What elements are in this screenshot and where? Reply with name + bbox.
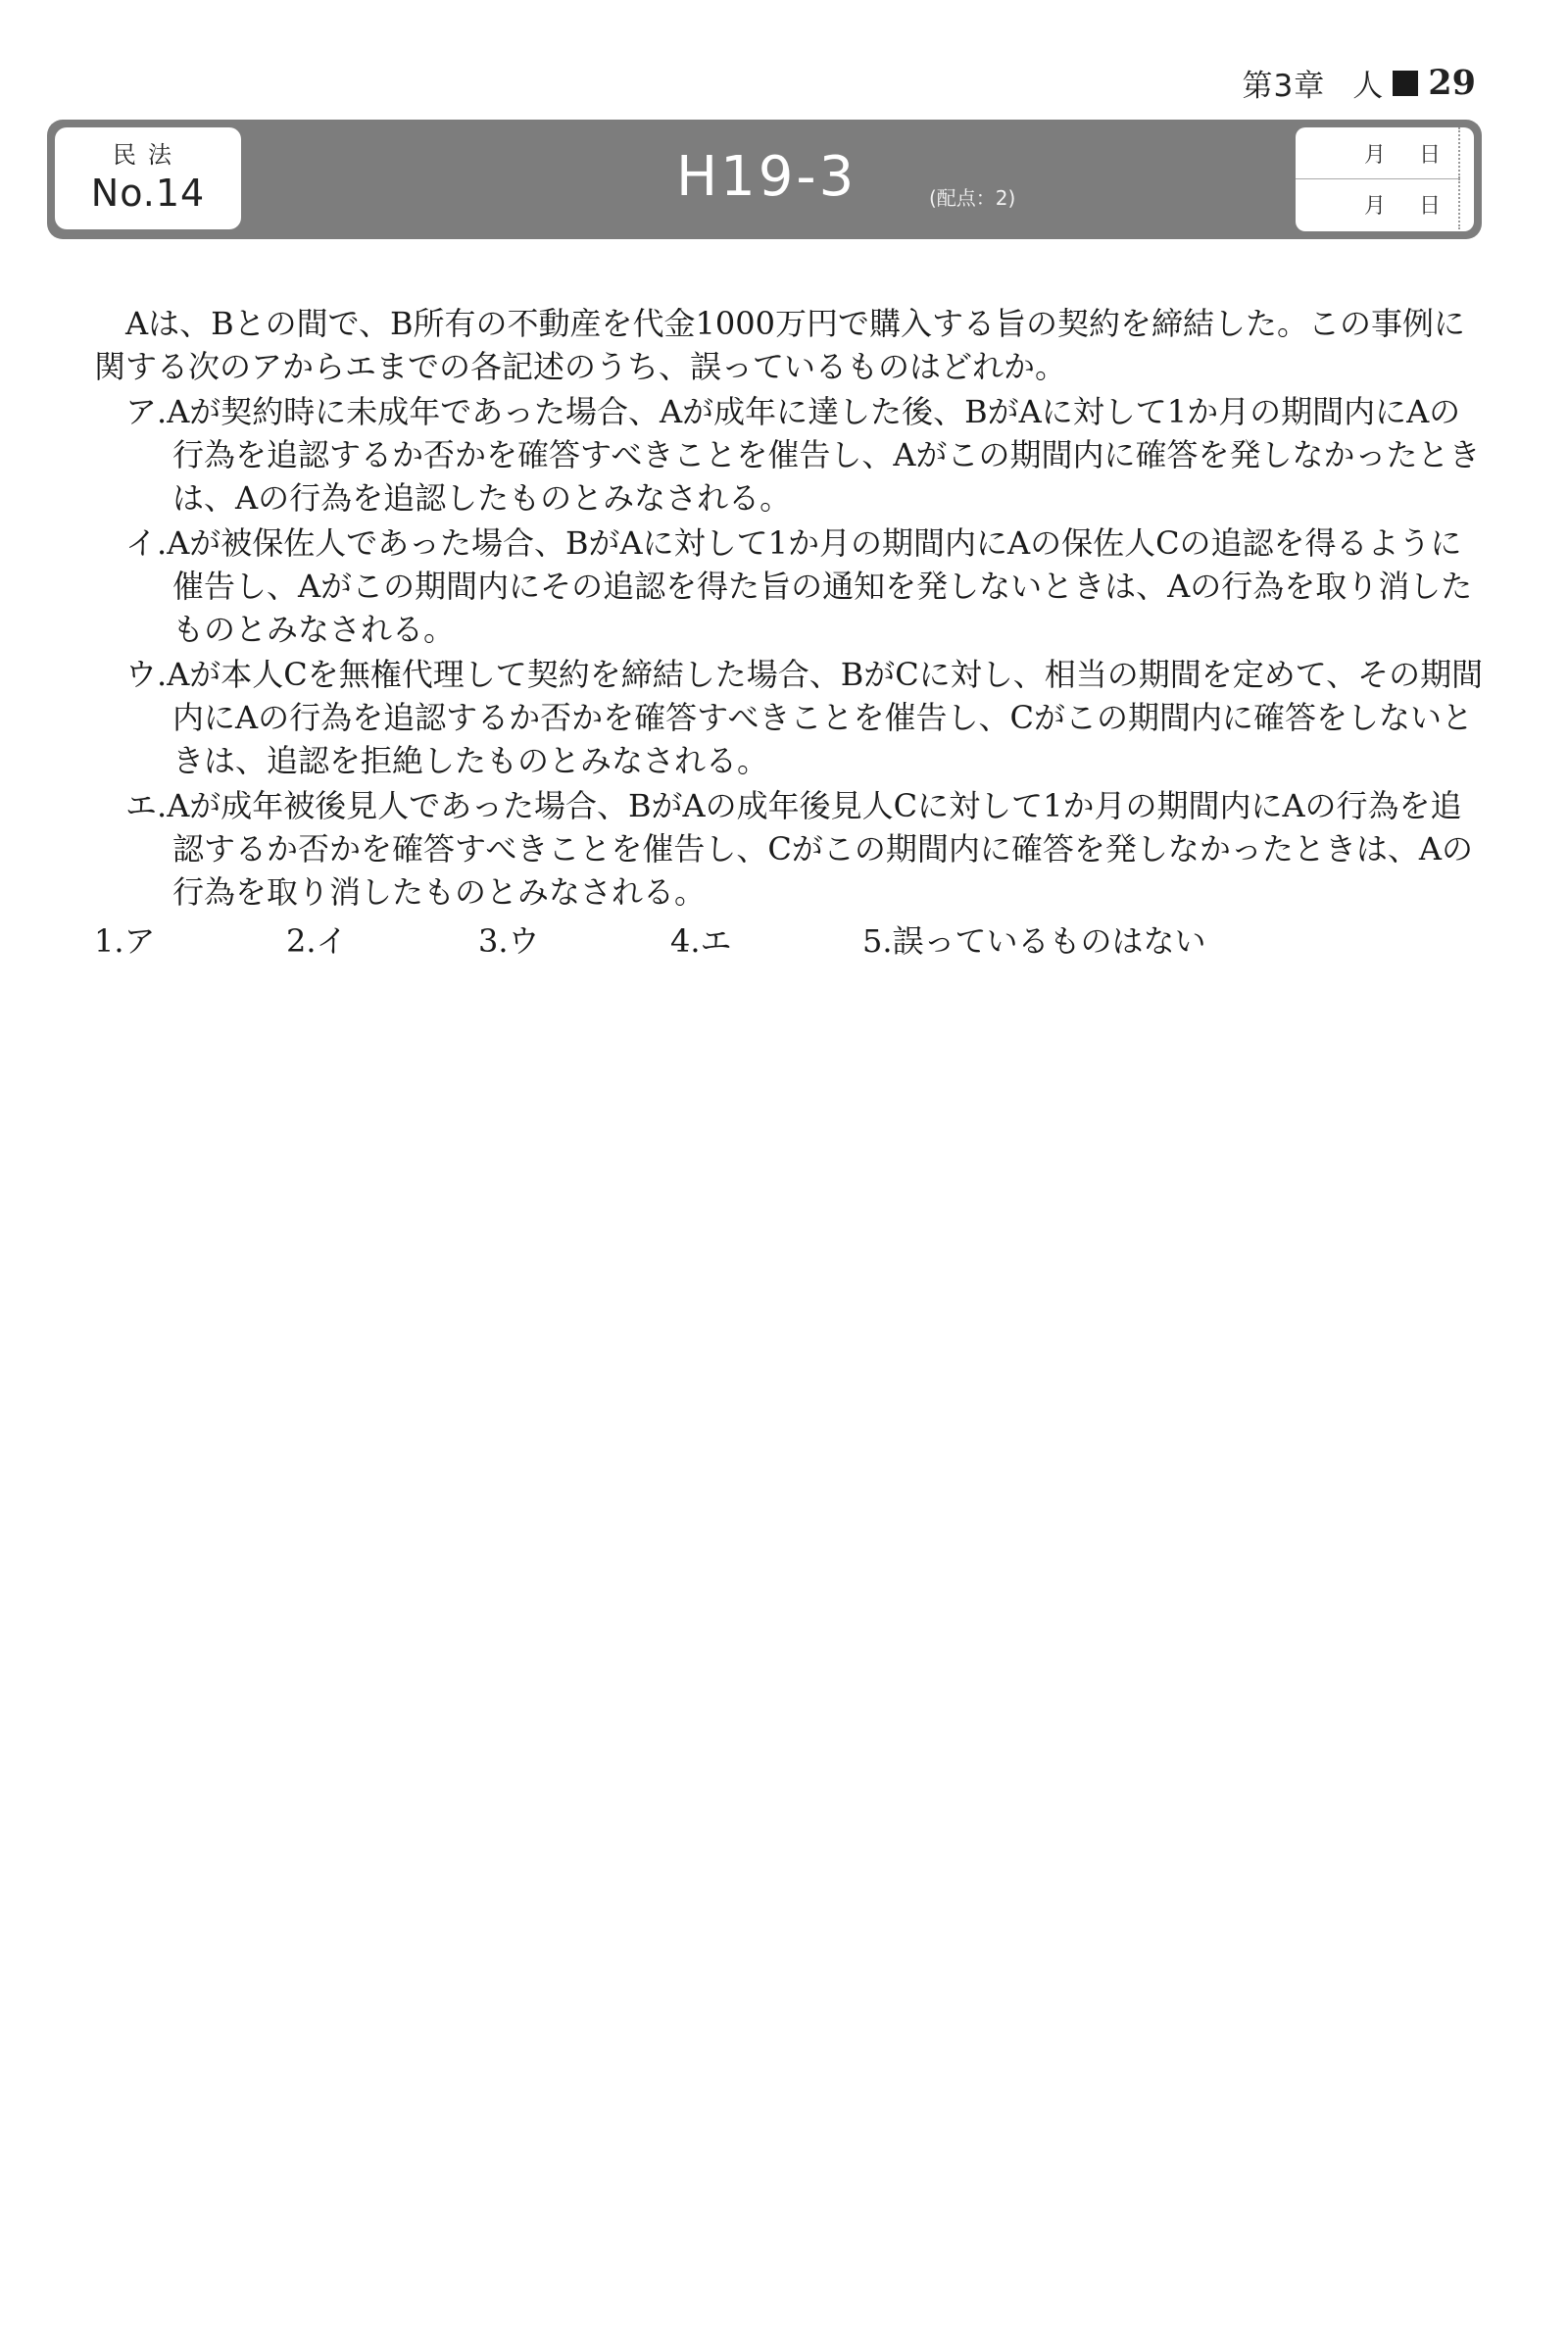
option-label: ウ. (125, 656, 168, 693)
option-label: ア. (125, 393, 168, 430)
option-label: エ. (125, 787, 168, 824)
date-box (1296, 127, 1474, 231)
answer-choice-2: 2.イ (286, 922, 348, 960)
answer-choice-1: 1.ア (94, 922, 156, 960)
option-text: Aが被保佐人であった場合、BがAに対して1か月の期間内にAの保佐人Cの追認を得るように催告し、Aがこの期間内にその追認を得た旨の通知を発しないときは、Aの行為を取り消したものとみなされる。 (167, 524, 1473, 648)
question-stem: Aは、Bとの間で、B所有の不動産を代金1000万円で購入する旨の契約を締結した。この事例に関する次のアからエまでの各記述のうち、誤っているものはどれか。 (94, 305, 1465, 385)
subject-box (55, 127, 241, 229)
date-row (1296, 127, 1460, 178)
option-a (94, 390, 1486, 520)
running-head (1243, 61, 1476, 105)
option-u (94, 653, 1486, 782)
day-label: 日 (1418, 194, 1441, 219)
chapter-label: 第3章 (1242, 69, 1326, 104)
square-marker-icon (1393, 71, 1418, 96)
question-body (94, 302, 1486, 963)
option-text: Aが成年被後見人であった場合、BがAの成年後見人Cに対して1か月の期間内にAの行為を追認するか否かを確答すべきことを催告し、Cがこの期間内に確答を発しなかったときは、Aの行為を取り消したものとみなされる。 (167, 787, 1473, 911)
date-row (1296, 178, 1460, 229)
option-text: Aが本人Cを無権代理して契約を締結した場合、BがCに対し、相当の期間を定めて、その期間内にAの行為を追認するか否かを確答すべきことを催告し、Cがこの期間内に確答をしないときは、追認を拒絶したものとみなされる。 (167, 656, 1484, 779)
section-label: 人 (1352, 69, 1384, 104)
option-e (94, 784, 1486, 914)
answer-choice-4: 4.エ (670, 922, 732, 960)
problem-number: No.14 (90, 172, 206, 215)
option-i (94, 521, 1486, 651)
problem-header (47, 120, 1482, 239)
month-label: 月 (1363, 142, 1386, 168)
day-label: 日 (1418, 142, 1441, 168)
answer-choice-5: 5.誤っているものはない (862, 922, 1206, 960)
problem-code: H19-3 (676, 145, 858, 209)
option-text: Aが契約時に未成年であった場合、Aが成年に達した後、BがAに対して1か月の期間内にAの行為を追認するか否かを確答すべきことを催告し、Aがこの期間内に確答を発しなかったときは、Aの行為を追認したものとみなされる。 (167, 393, 1481, 517)
option-label: イ. (125, 524, 168, 562)
month-label: 月 (1363, 194, 1386, 219)
page-number: 29 (1428, 63, 1476, 103)
answer-choice-3: 3.ウ (478, 922, 540, 960)
points-label: (配点：2) (929, 186, 1016, 210)
answer-choices (94, 919, 1486, 963)
subject-label: 民法 (113, 141, 183, 169)
